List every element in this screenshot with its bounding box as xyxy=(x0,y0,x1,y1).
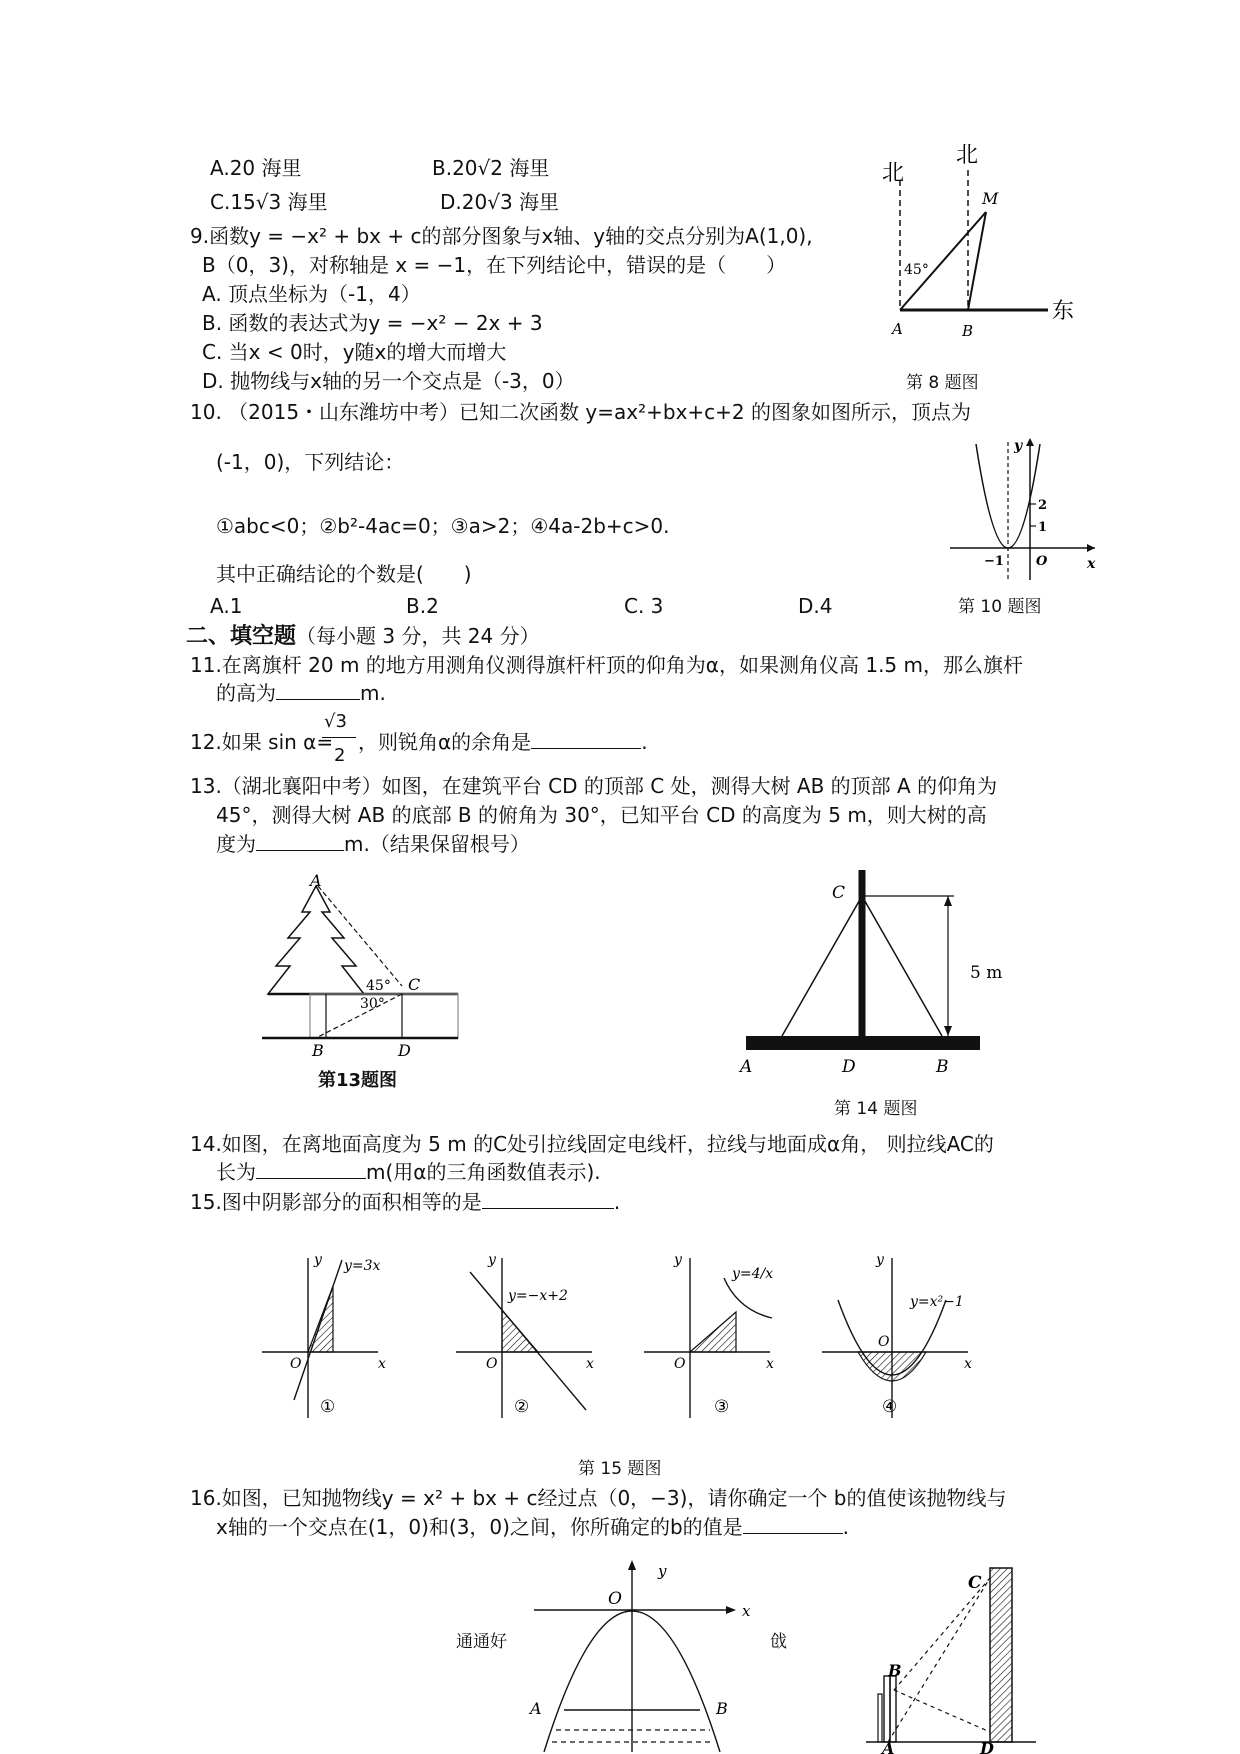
q12-fraction-bar xyxy=(322,737,356,738)
q10-stem-line2: (-1，0)，下列结论： xyxy=(216,450,405,474)
q15-g1-eq: y=3x xyxy=(344,1258,381,1274)
q8-option-d: D.20√3 海里 xyxy=(440,190,560,214)
q13-angle-30-label: 30° xyxy=(360,996,385,1012)
q11-answer-blank[interactable] xyxy=(276,679,360,700)
q10-option-b: B.2 xyxy=(406,594,439,618)
q15-line-end: . xyxy=(613,1190,621,1214)
q15-g1-x: x xyxy=(378,1356,386,1372)
q12-fraction-denominator: 2 xyxy=(334,745,346,766)
q9-option-c: C. 当x < 0时，y随x的增大而增大 xyxy=(202,340,507,364)
q10-ask: 其中正确结论的个数是( ) xyxy=(216,562,472,586)
q9-option-a: A. 顶点坐标为（-1，4） xyxy=(202,282,421,306)
q13-figure xyxy=(262,871,472,1076)
q9-stem-line2: B（0，3)，对称轴是 x = −1，在下列结论中，错误的是（ ） xyxy=(202,253,787,277)
bottom-point-a-label: A xyxy=(530,1699,542,1718)
bottom-left-text: 通通好 xyxy=(456,1632,507,1652)
q14-line2 xyxy=(216,1158,601,1186)
q15-graph-2 xyxy=(452,1250,602,1440)
bottom-building-figure xyxy=(866,1554,1046,1754)
bottom-point-a2-label: A xyxy=(882,1739,895,1754)
q15-g2-eq: y=−x+2 xyxy=(508,1288,568,1304)
q15-g3-o: O xyxy=(674,1356,686,1372)
q15-g3-x: x xyxy=(766,1356,774,1372)
q10-option-d: D.4 xyxy=(798,594,833,618)
bottom-y-label: y xyxy=(658,1562,667,1580)
q15-line xyxy=(190,1188,620,1216)
q13-line3-suffix: m.（结果保留根号） xyxy=(344,832,530,856)
q10-figure xyxy=(950,432,1100,582)
q13-point-b-label: B xyxy=(312,1041,324,1060)
q10-y-axis-label: y xyxy=(1014,438,1023,454)
q10-caption: 第 10 题图 xyxy=(958,597,1042,617)
q10-x-axis-label: x xyxy=(1087,556,1096,572)
q8-figure xyxy=(870,140,1075,340)
q14-point-c-label: C xyxy=(832,883,846,903)
q13-point-d-label: D xyxy=(398,1041,411,1060)
bottom-point-d-label: D xyxy=(980,1739,994,1754)
q12-post xyxy=(358,728,648,756)
q15-line-text: 15.图中阴影部分的面积相等的是 xyxy=(190,1190,482,1214)
q12-post-text: ，则锐角α的余角是 xyxy=(358,730,532,754)
angle-45-label: 45° xyxy=(904,262,929,278)
q9-stem-line1: 9.函数y = −x² + bx + c的部分图象与x轴、y轴的交点分别为A(1,0), xyxy=(190,224,813,248)
q9-option-b: B. 函数的表达式为y = −x² − 2x + 3 xyxy=(202,311,543,335)
q15-caption: 第 15 题图 xyxy=(578,1459,662,1479)
q15-answer-blank[interactable] xyxy=(482,1188,614,1209)
q15-g2-y: y xyxy=(488,1252,496,1268)
bottom-right-text: 戗 xyxy=(770,1632,787,1652)
q10-stem-line1: 10. （2015・山东潍坊中考）已知二次函数 y=ax²+bx+c+2 的图象如图所示，顶点为 xyxy=(190,400,972,424)
point-b-label: B xyxy=(962,322,974,340)
q11-line1: 11.在离旗杆 20 m 的地方用测角仪测得旗杆杆顶的仰角为α，如果测角仪高 1.5 m，那么旗杆 xyxy=(190,653,1023,677)
q13-line1: 13.（湖北襄阳中考）如图，在建筑平台 CD 的顶部 C 处，测得大树 AB 的顶部 A 的仰角为 xyxy=(190,774,998,798)
bottom-origin-label: O xyxy=(608,1589,622,1609)
q15-g1-o: O xyxy=(290,1356,302,1372)
q10-origin-label: O xyxy=(1036,554,1048,569)
q15-g3-num: ③ xyxy=(714,1397,730,1417)
q15-graph-3 xyxy=(640,1250,790,1440)
q15-g3-eq: y=4/x xyxy=(732,1266,774,1282)
q15-g4-eq: y=x²−1 xyxy=(910,1294,964,1310)
q15-g2-o: O xyxy=(486,1356,498,1372)
q15-graph-4 xyxy=(818,1250,978,1440)
q16-line2-suffix: . xyxy=(842,1515,849,1539)
q15-g2-num: ② xyxy=(514,1397,530,1417)
q13-line3 xyxy=(216,830,530,858)
q8-caption: 第 8 题图 xyxy=(906,373,979,393)
bottom-parabola-figure xyxy=(520,1554,760,1754)
bottom-x-label: x xyxy=(742,1602,751,1620)
point-a-label: A xyxy=(892,320,903,338)
q15-g1-num: ① xyxy=(320,1397,336,1417)
q14-line2-prefix: 长为 xyxy=(216,1160,256,1184)
q14-height-label: 5 m xyxy=(970,963,1003,983)
east-label: 东 xyxy=(1052,299,1075,324)
q15-graph-1 xyxy=(258,1250,408,1440)
point-m-label: M xyxy=(982,189,999,208)
section-2-heading xyxy=(186,622,540,651)
q8-option-b: B.20√2 海里 xyxy=(432,156,550,180)
q15-g4-o: O xyxy=(878,1334,890,1350)
q11-line2 xyxy=(216,679,386,707)
q9-option-d: D. 抛物线与x轴的另一个交点是（-3，0） xyxy=(202,369,575,393)
q15-g4-x: x xyxy=(964,1356,972,1372)
q8-option-c: C.15√3 海里 xyxy=(210,190,328,214)
q16-line2 xyxy=(216,1513,849,1541)
q13-caption: 第13题图 xyxy=(318,1070,398,1091)
bottom-point-b2-label: B xyxy=(888,1661,902,1680)
q14-line1: 14.如图，在离地面高度为 5 m 的C处引拉线固定电线杆，拉线与地面成α角， 则拉线AC的 xyxy=(190,1132,994,1156)
q12-answer-blank[interactable] xyxy=(531,728,641,749)
q14-point-b-label: B xyxy=(936,1057,949,1077)
q10-tick-1: 1 xyxy=(1038,520,1048,535)
q13-point-c-label: C xyxy=(408,975,421,994)
q14-point-a-label: A xyxy=(740,1057,753,1077)
q13-angle-45-label: 45° xyxy=(366,978,391,994)
q15-g1-y: y xyxy=(314,1252,322,1268)
q13-line2: 45°，测得大树 AB 的底部 B 的俯角为 30°，已知平台 CD 的高度为 5 m，则大树的高 xyxy=(216,803,987,827)
q14-point-d-label: D xyxy=(842,1057,856,1077)
section-2-title: 二、填空题 xyxy=(186,624,297,649)
q10-tick-neg1: −1 xyxy=(984,554,1004,569)
north-label-2: 北 xyxy=(956,143,979,168)
q16-answer-blank[interactable] xyxy=(743,1513,843,1534)
q13-point-a-label: A xyxy=(310,871,322,890)
q11-line2-prefix: 的高为 xyxy=(216,681,276,705)
q13-answer-blank[interactable] xyxy=(256,830,344,851)
q15-g4-num: ④ xyxy=(882,1397,898,1417)
q16-line2-prefix: x轴的一个交点在(1，0)和(3，0)之间，你所确定的b的值是 xyxy=(216,1515,743,1539)
q10-conclusions: ①abc<0；②b²-4ac=0；③a>2；④4a-2b+c>0. xyxy=(216,514,670,538)
q10-option-c: C. 3 xyxy=(624,594,664,618)
section-2-note: （每小题 3 分，共 24 分） xyxy=(296,624,540,648)
q14-figure xyxy=(736,866,1003,1086)
bottom-point-b-label: B xyxy=(716,1699,728,1718)
q11-line2-suffix: m. xyxy=(360,681,386,705)
q10-tick-2: 2 xyxy=(1038,498,1048,513)
q15-g3-y: y xyxy=(674,1252,682,1268)
q12-end: . xyxy=(641,730,648,754)
q15-g2-x: x xyxy=(586,1356,594,1372)
north-label-1: 北 xyxy=(882,161,905,186)
q14-caption: 第 14 题图 xyxy=(834,1099,918,1119)
q13-line3-prefix: 度为 xyxy=(216,832,256,856)
q12-fraction-numerator: √3 xyxy=(324,711,347,732)
q8-option-a: A.20 海里 xyxy=(210,156,302,180)
q14-answer-blank[interactable] xyxy=(256,1158,366,1179)
bottom-point-c-label: C xyxy=(968,1573,982,1593)
q15-g4-y: y xyxy=(876,1252,884,1268)
q14-line2-suffix: m(用α的三角函数值表示). xyxy=(366,1160,601,1184)
q12-pre: 12.如果 sin α= xyxy=(190,730,334,754)
q16-line1: 16.如图，已知抛物线y = x² + bx + c经过点（0，−3)，请你确定一个 b的值使该抛物线与 xyxy=(190,1486,1007,1510)
q10-option-a: A.1 xyxy=(210,594,243,618)
